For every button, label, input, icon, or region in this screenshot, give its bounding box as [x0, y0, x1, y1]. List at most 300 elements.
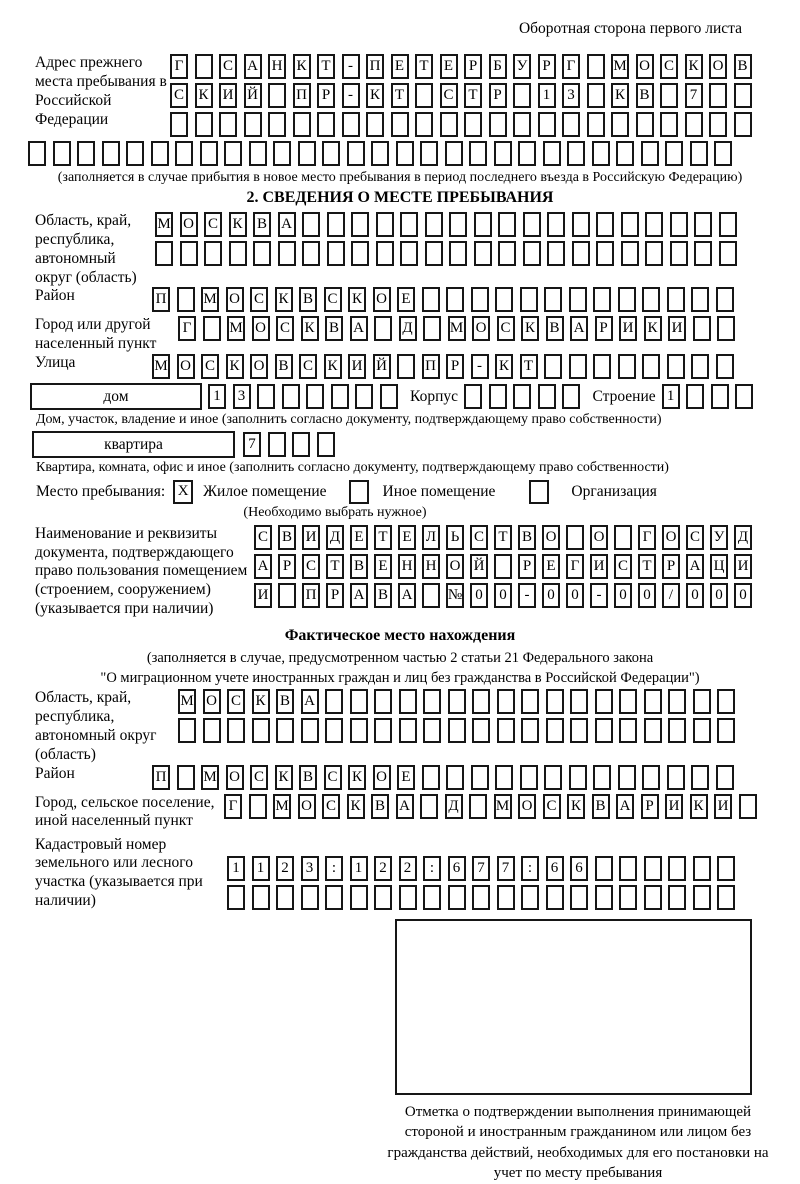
char-cell[interactable] [317, 112, 335, 137]
char-cell[interactable] [668, 718, 686, 743]
char-cell[interactable]: О [373, 765, 391, 790]
char-cell[interactable]: М [611, 54, 629, 79]
char-cell[interactable]: Б [489, 54, 507, 79]
char-cell[interactable] [644, 689, 662, 714]
char-cell[interactable] [325, 885, 343, 910]
char-cell[interactable] [593, 354, 611, 379]
checkbox-zhiloe[interactable]: X [173, 480, 193, 504]
char-cell[interactable]: К [226, 354, 244, 379]
char-cell[interactable] [520, 765, 538, 790]
char-cell[interactable]: С [324, 287, 342, 312]
char-cell[interactable] [518, 141, 536, 166]
char-cell[interactable]: К [293, 54, 311, 79]
char-cell[interactable] [464, 112, 482, 137]
char-cell[interactable] [711, 384, 729, 409]
char-cell[interactable] [685, 112, 703, 137]
char-cell[interactable] [446, 765, 464, 790]
char-cell[interactable] [376, 212, 394, 237]
char-cell[interactable] [268, 112, 286, 137]
char-cell[interactable]: 1 [252, 856, 270, 881]
char-cell[interactable] [595, 689, 613, 714]
char-cell[interactable] [322, 141, 340, 166]
char-cell[interactable] [195, 54, 213, 79]
char-cell[interactable]: 1 [538, 83, 556, 108]
char-cell[interactable] [616, 141, 634, 166]
char-cell[interactable] [155, 241, 173, 266]
char-cell[interactable]: С [470, 525, 488, 550]
char-cell[interactable] [464, 384, 482, 409]
char-cell[interactable] [178, 718, 196, 743]
char-cell[interactable]: К [521, 316, 539, 341]
char-cell[interactable] [380, 384, 398, 409]
char-cell[interactable] [423, 885, 441, 910]
char-cell[interactable]: С [686, 525, 704, 550]
char-cell[interactable]: О [226, 287, 244, 312]
char-cell[interactable]: 3 [233, 384, 251, 409]
char-cell[interactable] [472, 718, 490, 743]
char-cell[interactable] [716, 765, 734, 790]
char-cell[interactable] [690, 141, 708, 166]
char-cell[interactable] [686, 384, 704, 409]
char-cell[interactable]: В [275, 354, 293, 379]
char-cell[interactable]: О [446, 554, 464, 579]
char-cell[interactable] [494, 554, 512, 579]
char-cell[interactable] [350, 885, 368, 910]
char-cell[interactable] [195, 112, 213, 137]
char-cell[interactable]: К [229, 212, 247, 237]
char-cell[interactable] [596, 241, 614, 266]
char-cell[interactable] [595, 718, 613, 743]
char-cell[interactable]: Н [398, 554, 416, 579]
char-cell[interactable]: А [350, 583, 368, 608]
char-cell[interactable]: К [275, 765, 293, 790]
char-cell[interactable] [327, 212, 345, 237]
char-cell[interactable] [396, 141, 414, 166]
char-cell[interactable] [523, 212, 541, 237]
char-cell[interactable] [28, 141, 46, 166]
char-cell[interactable] [448, 885, 466, 910]
char-cell[interactable] [374, 718, 392, 743]
char-cell[interactable]: А [616, 794, 634, 819]
char-cell[interactable] [278, 241, 296, 266]
char-cell[interactable]: О [373, 287, 391, 312]
kvartira-type-box[interactable]: квартира [32, 431, 235, 458]
char-cell[interactable] [667, 287, 685, 312]
char-cell[interactable] [546, 885, 564, 910]
char-cell[interactable]: В [299, 287, 317, 312]
char-cell[interactable] [513, 384, 531, 409]
char-cell[interactable]: К [275, 287, 293, 312]
char-cell[interactable]: Й [470, 554, 488, 579]
char-cell[interactable]: Г [638, 525, 656, 550]
char-cell[interactable]: К [366, 83, 384, 108]
char-cell[interactable] [734, 112, 752, 137]
char-cell[interactable]: 7 [685, 83, 703, 108]
char-cell[interactable] [425, 241, 443, 266]
char-cell[interactable]: Т [326, 554, 344, 579]
char-cell[interactable] [423, 718, 441, 743]
char-cell[interactable]: Н [422, 554, 440, 579]
char-cell[interactable]: В [253, 212, 271, 237]
char-cell[interactable]: О [177, 354, 195, 379]
char-cell[interactable]: М [494, 794, 512, 819]
char-cell[interactable] [203, 316, 221, 341]
char-cell[interactable]: У [513, 54, 531, 79]
char-cell[interactable]: И [714, 794, 732, 819]
char-cell[interactable] [717, 718, 735, 743]
char-cell[interactable] [717, 856, 735, 881]
char-cell[interactable] [523, 241, 541, 266]
char-cell[interactable]: С [254, 525, 272, 550]
char-cell[interactable]: И [254, 583, 272, 608]
char-cell[interactable]: Т [374, 525, 392, 550]
char-cell[interactable] [538, 112, 556, 137]
char-cell[interactable]: С [614, 554, 632, 579]
char-cell[interactable] [497, 885, 515, 910]
char-cell[interactable]: А [254, 554, 272, 579]
char-cell[interactable] [244, 112, 262, 137]
char-cell[interactable]: П [366, 54, 384, 79]
char-cell[interactable] [538, 384, 556, 409]
char-cell[interactable]: Е [542, 554, 560, 579]
char-cell[interactable] [587, 54, 605, 79]
char-cell[interactable] [249, 141, 267, 166]
char-cell[interactable]: Н [268, 54, 286, 79]
char-cell[interactable] [618, 287, 636, 312]
char-cell[interactable] [331, 384, 349, 409]
char-cell[interactable] [278, 583, 296, 608]
char-cell[interactable]: М [227, 316, 245, 341]
char-cell[interactable] [227, 885, 245, 910]
char-cell[interactable] [445, 141, 463, 166]
char-cell[interactable] [302, 241, 320, 266]
char-cell[interactable] [544, 765, 562, 790]
char-cell[interactable]: Л [422, 525, 440, 550]
char-cell[interactable]: К [301, 316, 319, 341]
char-cell[interactable]: - [518, 583, 536, 608]
char-cell[interactable] [397, 354, 415, 379]
char-cell[interactable] [102, 141, 120, 166]
char-cell[interactable] [567, 141, 585, 166]
char-cell[interactable]: Т [520, 354, 538, 379]
char-cell[interactable]: 0 [542, 583, 560, 608]
char-cell[interactable] [449, 212, 467, 237]
char-cell[interactable]: К [495, 354, 513, 379]
char-cell[interactable]: Р [317, 83, 335, 108]
char-cell[interactable] [317, 432, 335, 457]
char-cell[interactable] [543, 141, 561, 166]
char-cell[interactable] [53, 141, 71, 166]
char-cell[interactable]: Е [397, 765, 415, 790]
char-cell[interactable]: С [227, 689, 245, 714]
char-cell[interactable]: 1 [208, 384, 226, 409]
char-cell[interactable]: М [155, 212, 173, 237]
char-cell[interactable] [446, 287, 464, 312]
char-cell[interactable]: О [180, 212, 198, 237]
char-cell[interactable]: 3 [301, 856, 319, 881]
char-cell[interactable] [520, 287, 538, 312]
char-cell[interactable] [719, 212, 737, 237]
char-cell[interactable] [175, 141, 193, 166]
char-cell[interactable] [641, 141, 659, 166]
char-cell[interactable]: О [250, 354, 268, 379]
char-cell[interactable] [253, 241, 271, 266]
char-cell[interactable]: Й [244, 83, 262, 108]
char-cell[interactable] [302, 212, 320, 237]
char-cell[interactable]: С [660, 54, 678, 79]
char-cell[interactable]: Г [178, 316, 196, 341]
char-cell[interactable]: С [250, 765, 268, 790]
char-cell[interactable] [562, 112, 580, 137]
char-cell[interactable]: - [471, 354, 489, 379]
char-cell[interactable] [618, 354, 636, 379]
char-cell[interactable] [665, 141, 683, 166]
char-cell[interactable]: Г [224, 794, 242, 819]
char-cell[interactable] [276, 885, 294, 910]
char-cell[interactable]: С [302, 554, 320, 579]
char-cell[interactable]: К [195, 83, 213, 108]
char-cell[interactable] [546, 718, 564, 743]
char-cell[interactable] [420, 794, 438, 819]
char-cell[interactable] [694, 212, 712, 237]
char-cell[interactable]: 3 [562, 83, 580, 108]
char-cell[interactable]: Е [350, 525, 368, 550]
char-cell[interactable] [709, 112, 727, 137]
char-cell[interactable] [306, 384, 324, 409]
char-cell[interactable]: Й [373, 354, 391, 379]
char-cell[interactable]: Т [494, 525, 512, 550]
char-cell[interactable]: Г [562, 54, 580, 79]
char-cell[interactable] [546, 689, 564, 714]
char-cell[interactable] [420, 141, 438, 166]
char-cell[interactable] [618, 765, 636, 790]
char-cell[interactable]: И [302, 525, 320, 550]
char-cell[interactable]: С [299, 354, 317, 379]
dom-type-box[interactable]: дом [30, 383, 202, 410]
char-cell[interactable] [716, 287, 734, 312]
char-cell[interactable] [494, 141, 512, 166]
char-cell[interactable] [474, 241, 492, 266]
char-cell[interactable] [642, 765, 660, 790]
char-cell[interactable] [497, 689, 515, 714]
char-cell[interactable]: О [636, 54, 654, 79]
char-cell[interactable] [636, 112, 654, 137]
char-cell[interactable] [399, 885, 417, 910]
char-cell[interactable]: М [448, 316, 466, 341]
char-cell[interactable] [668, 885, 686, 910]
char-cell[interactable] [619, 718, 637, 743]
char-cell[interactable] [714, 141, 732, 166]
char-cell[interactable]: М [201, 765, 219, 790]
char-cell[interactable]: 0 [614, 583, 632, 608]
char-cell[interactable] [566, 525, 584, 550]
char-cell[interactable]: Д [734, 525, 752, 550]
char-cell[interactable] [572, 241, 590, 266]
char-cell[interactable]: А [278, 212, 296, 237]
char-cell[interactable] [126, 141, 144, 166]
char-cell[interactable] [691, 354, 709, 379]
char-cell[interactable] [227, 718, 245, 743]
char-cell[interactable] [489, 112, 507, 137]
char-cell[interactable]: 1 [662, 384, 680, 409]
char-cell[interactable] [521, 718, 539, 743]
char-cell[interactable] [268, 432, 286, 457]
char-cell[interactable]: И [619, 316, 637, 341]
char-cell[interactable]: К [348, 765, 366, 790]
char-cell[interactable] [440, 112, 458, 137]
char-cell[interactable]: О [252, 316, 270, 341]
char-cell[interactable] [415, 112, 433, 137]
char-cell[interactable]: - [590, 583, 608, 608]
char-cell[interactable] [570, 689, 588, 714]
char-cell[interactable]: Р [662, 554, 680, 579]
char-cell[interactable]: В [325, 316, 343, 341]
char-cell[interactable] [366, 112, 384, 137]
char-cell[interactable]: А [244, 54, 262, 79]
char-cell[interactable]: Д [445, 794, 463, 819]
char-cell[interactable] [645, 212, 663, 237]
char-cell[interactable]: 1 [227, 856, 245, 881]
char-cell[interactable]: В [299, 765, 317, 790]
char-cell[interactable] [376, 241, 394, 266]
char-cell[interactable] [619, 856, 637, 881]
char-cell[interactable]: Р [538, 54, 556, 79]
char-cell[interactable]: О [518, 794, 536, 819]
char-cell[interactable] [448, 689, 466, 714]
char-cell[interactable]: - [342, 83, 360, 108]
char-cell[interactable]: В [546, 316, 564, 341]
char-cell[interactable]: Т [317, 54, 335, 79]
char-cell[interactable] [77, 141, 95, 166]
char-cell[interactable] [374, 689, 392, 714]
char-cell[interactable]: П [293, 83, 311, 108]
char-cell[interactable] [595, 856, 613, 881]
char-cell[interactable] [642, 354, 660, 379]
char-cell[interactable] [423, 689, 441, 714]
char-cell[interactable] [350, 689, 368, 714]
char-cell[interactable]: Т [415, 54, 433, 79]
char-cell[interactable] [298, 141, 316, 166]
checkbox-org[interactable] [529, 480, 549, 504]
char-cell[interactable]: С [219, 54, 237, 79]
char-cell[interactable] [325, 689, 343, 714]
char-cell[interactable] [204, 241, 222, 266]
char-cell[interactable] [691, 287, 709, 312]
char-cell[interactable]: Д [326, 525, 344, 550]
char-cell[interactable] [596, 212, 614, 237]
char-cell[interactable] [273, 141, 291, 166]
char-cell[interactable]: И [348, 354, 366, 379]
char-cell[interactable]: М [273, 794, 291, 819]
char-cell[interactable]: В [734, 54, 752, 79]
char-cell[interactable]: О [472, 316, 490, 341]
char-cell[interactable] [611, 112, 629, 137]
char-cell[interactable] [570, 718, 588, 743]
char-cell[interactable] [513, 112, 531, 137]
char-cell[interactable]: П [422, 354, 440, 379]
char-cell[interactable] [371, 141, 389, 166]
char-cell[interactable] [422, 765, 440, 790]
char-cell[interactable]: П [302, 583, 320, 608]
char-cell[interactable]: 0 [710, 583, 728, 608]
char-cell[interactable]: 7 [243, 432, 261, 457]
char-cell[interactable] [621, 241, 639, 266]
char-cell[interactable]: 6 [570, 856, 588, 881]
char-cell[interactable]: Г [170, 54, 188, 79]
char-cell[interactable]: Р [278, 554, 296, 579]
char-cell[interactable] [569, 765, 587, 790]
char-cell[interactable] [301, 885, 319, 910]
char-cell[interactable] [593, 287, 611, 312]
char-cell[interactable] [374, 316, 392, 341]
char-cell[interactable] [644, 885, 662, 910]
char-cell[interactable]: В [350, 554, 368, 579]
char-cell[interactable]: Е [374, 554, 392, 579]
char-cell[interactable]: 0 [494, 583, 512, 608]
char-cell[interactable] [327, 241, 345, 266]
char-cell[interactable] [422, 287, 440, 312]
char-cell[interactable] [587, 112, 605, 137]
char-cell[interactable]: С [170, 83, 188, 108]
char-cell[interactable]: В [636, 83, 654, 108]
char-cell[interactable] [495, 287, 513, 312]
char-cell[interactable]: К [347, 794, 365, 819]
char-cell[interactable] [276, 718, 294, 743]
char-cell[interactable]: А [570, 316, 588, 341]
char-cell[interactable]: Т [638, 554, 656, 579]
char-cell[interactable]: М [178, 689, 196, 714]
char-cell[interactable]: К [685, 54, 703, 79]
char-cell[interactable] [694, 241, 712, 266]
char-cell[interactable]: В [278, 525, 296, 550]
char-cell[interactable] [498, 241, 516, 266]
char-cell[interactable] [570, 885, 588, 910]
char-cell[interactable]: В [592, 794, 610, 819]
char-cell[interactable]: К [567, 794, 585, 819]
char-cell[interactable] [709, 83, 727, 108]
char-cell[interactable] [400, 212, 418, 237]
char-cell[interactable] [498, 212, 516, 237]
char-cell[interactable]: Р [595, 316, 613, 341]
char-cell[interactable] [268, 83, 286, 108]
char-cell[interactable] [739, 794, 757, 819]
char-cell[interactable] [716, 354, 734, 379]
char-cell[interactable]: Р [464, 54, 482, 79]
char-cell[interactable] [469, 794, 487, 819]
char-cell[interactable]: О [226, 765, 244, 790]
char-cell[interactable] [374, 885, 392, 910]
char-cell[interactable] [425, 212, 443, 237]
char-cell[interactable]: В [276, 689, 294, 714]
char-cell[interactable] [469, 141, 487, 166]
char-cell[interactable]: Р [446, 354, 464, 379]
char-cell[interactable] [471, 765, 489, 790]
char-cell[interactable] [342, 112, 360, 137]
char-cell[interactable]: К [690, 794, 708, 819]
char-cell[interactable]: С [276, 316, 294, 341]
char-cell[interactable]: К [611, 83, 629, 108]
char-cell[interactable]: П [152, 287, 170, 312]
char-cell[interactable] [471, 287, 489, 312]
char-cell[interactable]: Д [399, 316, 417, 341]
char-cell[interactable]: И [665, 794, 683, 819]
char-cell[interactable] [667, 765, 685, 790]
char-cell[interactable] [660, 83, 678, 108]
char-cell[interactable] [325, 718, 343, 743]
char-cell[interactable]: Е [391, 54, 409, 79]
char-cell[interactable]: 0 [470, 583, 488, 608]
char-cell[interactable] [472, 885, 490, 910]
